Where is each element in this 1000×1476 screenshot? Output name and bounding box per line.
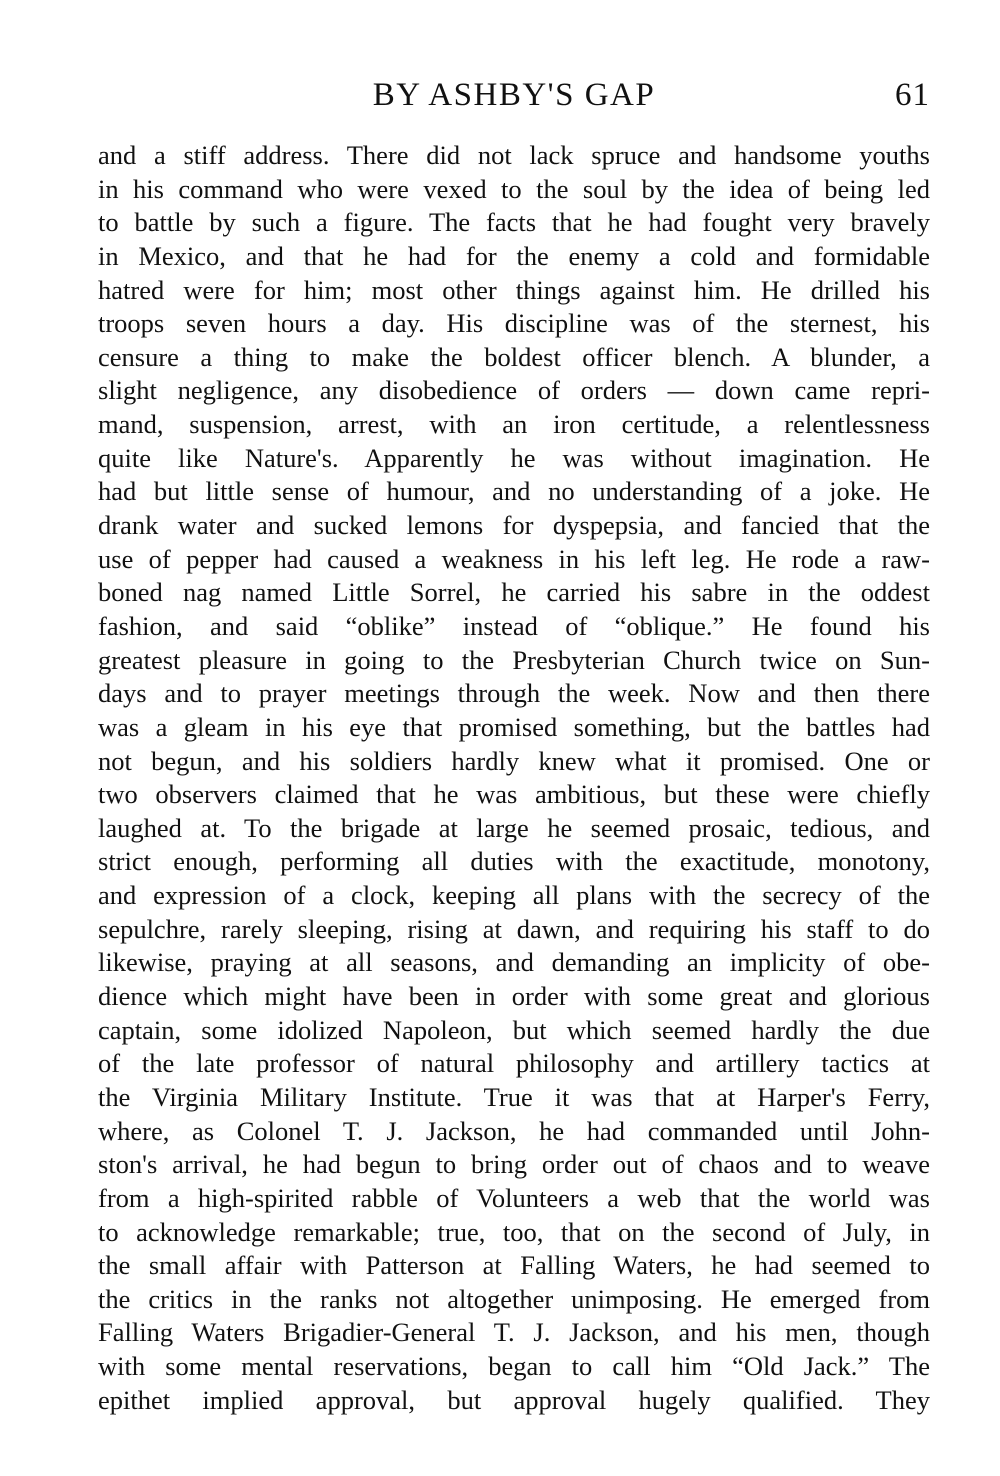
text-line: troops seven hours a day. His discipline was of the sternest, his [98, 308, 930, 339]
text-line: laughed at. To the brigade at large he seemed prosaic, tedious, and [98, 812, 930, 843]
text-line: ston's arrival, he had begun to bring order out of chaos and to weave [98, 1149, 930, 1180]
text-line: the critics in the ranks not altogether unimposing. He emerged from [98, 1283, 930, 1314]
body-text [98, 139, 930, 1417]
text-line: sepulchre, rarely sleeping, rising at dawn, and requiring his staff to do [98, 913, 930, 944]
text-line: not begun, and his soldiers hardly knew what it promised. One or [98, 745, 930, 776]
text-line: likewise, praying at all seasons, and demanding an implicity of obe- [98, 947, 930, 978]
text-line: two observers claimed that he was ambitious, but these were chiefly [98, 779, 930, 810]
text-line: from a high-spirited rabble of Volunteers a web that the world was [98, 1182, 930, 1213]
text-line: boned nag named Little Sorrel, he carried his sabre in the oddest [98, 577, 930, 608]
text-line: and expression of a clock, keeping all plans with the secrecy of the [98, 880, 930, 911]
text-line: of the late professor of natural philosophy and artillery tactics at [98, 1048, 930, 1079]
text-line: days and to prayer meetings through the week. Now and then there [98, 678, 930, 709]
text-line: drank water and sucked lemons for dyspepsia, and fancied that the [98, 510, 930, 541]
text-line: the small affair with Patterson at Falling Waters, he had seemed to [98, 1250, 930, 1281]
text-line: to acknowledge remarkable; true, too, that on the second of July, in [98, 1216, 930, 1247]
text-line: with some mental reservations, began to call him “Old Jack.” The [98, 1351, 930, 1382]
text-line: mand, suspension, arrest, with an iron certitude, a relentlessness [98, 409, 930, 440]
text-line: epithet implied approval, but approval hugely qualified. They [98, 1384, 930, 1415]
text-line: dience which might have been in order with some great and glorious [98, 981, 930, 1012]
text-line: in his command who were vexed to the soul by the idea of being led [98, 173, 930, 204]
text-line: slight negligence, any disobedience of orders — down came repri- [98, 375, 930, 406]
text-line: and a stiff address. There did not lack spruce and handsome youths [98, 140, 930, 170]
text-line: fashion, and said “oblike” instead of “oblique.” He found his [98, 610, 930, 641]
text-line: where, as Colonel T. J. Jackson, he had commanded until John- [98, 1115, 930, 1146]
text-line: censure a thing to make the boldest officer blench. A blunder, a [98, 341, 930, 372]
text-line: hatred were for him; most other things against him. He drilled his [98, 274, 930, 305]
text-line: in Mexico, and that he had for the enemy a cold and formidable [98, 240, 930, 271]
text-line: greatest pleasure in going to the Presbyterian Church twice on Sun- [98, 644, 930, 675]
text-line: use of pepper had caused a weakness in his left leg. He rode a raw- [98, 543, 930, 574]
text-line: the Virginia Military Institute. True it was that at Harper's Ferry, [98, 1081, 930, 1112]
running-title: BY ASHBY'S GAP [372, 77, 656, 113]
text-line: strict enough, performing all duties with the exactitude, monotony, [98, 846, 930, 877]
text-line: had but little sense of humour, and no understanding of a joke. He [98, 476, 930, 507]
text-line: quite like Nature's. Apparently he was without imagination. He [98, 442, 930, 473]
text-line: Falling Waters Brigadier-General T. J. Jackson, and his men, though [98, 1317, 930, 1348]
text-line: captain, some idolized Napoleon, but which seemed hardly the due [98, 1014, 930, 1045]
page-number: 61 [895, 77, 930, 113]
text-line: was a gleam in his eye that promised something, but the battles had [98, 711, 930, 742]
running-head [98, 70, 930, 120]
text-line: to battle by such a figure. The facts that he had fought very bravely [98, 207, 930, 238]
